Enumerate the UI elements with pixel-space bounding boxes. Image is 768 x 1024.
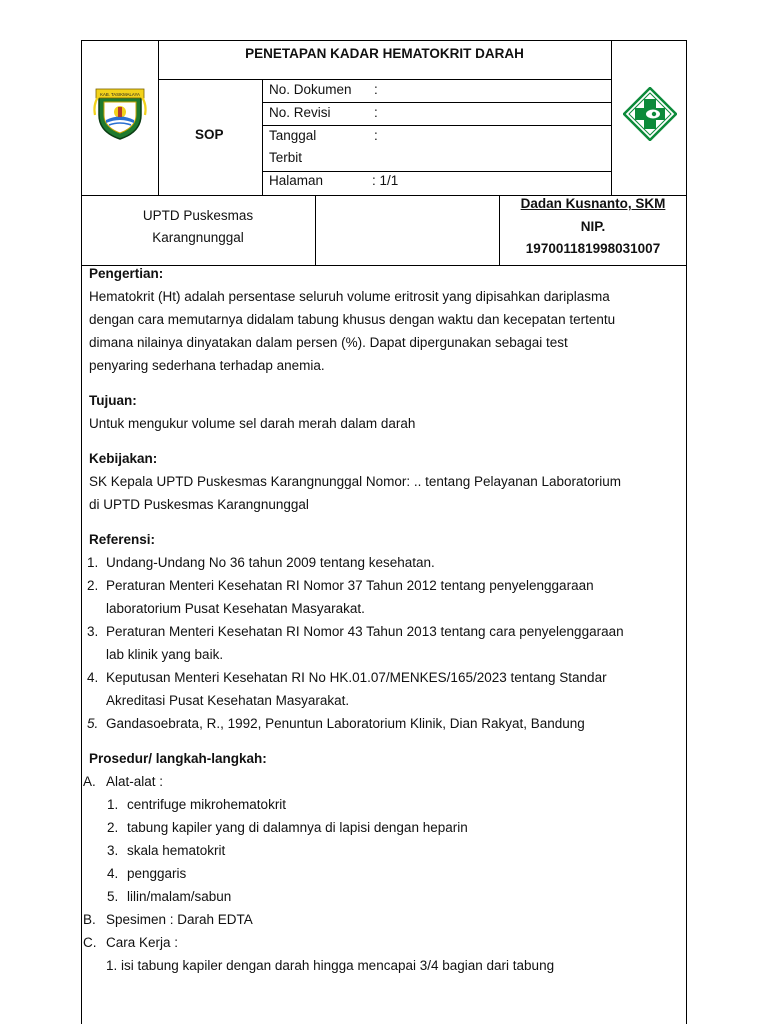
prosedur-item-a xyxy=(83,770,680,793)
alat-text: tabung kapiler yang di dalamnya di lapisi dengan heparin xyxy=(127,820,468,835)
section-title-pengertian: Pengertian: xyxy=(89,266,164,281)
reference-line: lab klinik yang baik. xyxy=(106,647,224,662)
alat-number: 5. xyxy=(107,889,119,904)
alat-item xyxy=(89,816,680,839)
cara-kerja-step: 1. isi tabung kapiler dengan darah hingga mencapai 3/4 bagian dari tabung xyxy=(106,958,555,973)
puskesmas-logo-icon xyxy=(623,87,677,141)
field-value-halaman: : 1/1 xyxy=(372,173,399,188)
section-title-tujuan: Tujuan: xyxy=(89,393,137,408)
field-divider-1 xyxy=(262,102,611,103)
section-kebijakan xyxy=(89,447,680,516)
pengertian-line-2: dengan cara memutarnya didalam tabung khusus dengan waktu dan kecepatan tertentu xyxy=(89,312,616,327)
item-letter: C. xyxy=(83,935,97,950)
org-name-line2: Karangnunggal xyxy=(152,230,244,245)
table-border-right xyxy=(686,40,687,1024)
pengertian-line-4: penyaring sederhana terhadap anemia. xyxy=(89,358,325,373)
document-body xyxy=(83,262,680,977)
section-title-referensi: Referensi: xyxy=(89,532,156,547)
field-divider-3 xyxy=(262,171,611,172)
field-label-tanggal: Tanggal xyxy=(269,128,317,143)
alat-item xyxy=(89,885,680,908)
org-column-divider xyxy=(315,195,316,265)
pengertian-line-3: dimana nilainya dinyatakan dalam persen (%). Dapat dipergunakan sebagai test xyxy=(89,335,568,350)
reference-number: 1. xyxy=(87,555,99,570)
reference-number: 4. xyxy=(87,670,99,685)
table-border-left xyxy=(81,40,82,1024)
item-letter: B. xyxy=(83,912,96,927)
signer-nip: 197001181998031007 xyxy=(525,241,661,256)
reference-line: Gandasoebrata, R., 1992, Penuntun Laboratorium Klinik, Dian Rakyat, Bandung xyxy=(106,716,585,731)
tujuan-text: Untuk mengukur volume sel darah merah dalam darah xyxy=(89,416,416,431)
alat-number: 4. xyxy=(107,866,119,881)
signer-nip-label: NIP. xyxy=(580,219,606,234)
field-value-no-dokumen: : xyxy=(374,82,378,97)
item-label: Cara Kerja : xyxy=(106,935,179,950)
section-pengertian xyxy=(89,262,680,377)
pengertian-line-1: Hematokrit (Ht) adalah persentase seluruh volume eritrosit yang dipisahkan dariplasma xyxy=(89,289,610,304)
reference-line: Peraturan Menteri Kesehatan RI Nomor 43 Tahun 2013 tentang cara penyelenggaraan xyxy=(106,624,624,639)
reference-line: Keputusan Menteri Kesehatan RI No HK.01.07/MENKES/165/2023 tentang Standar xyxy=(106,670,607,685)
sop-column-divider xyxy=(262,79,263,195)
section-title-prosedur: Prosedur/ langkah-langkah: xyxy=(89,751,267,766)
field-label-no-dokumen: No. Dokumen xyxy=(269,82,352,97)
kebijakan-line-2: di UPTD Puskesmas Karangnunggal xyxy=(89,497,309,512)
section-title-kebijakan: Kebijakan: xyxy=(89,451,158,466)
reference-line: Akreditasi Pusat Kesehatan Masyarakat. xyxy=(106,693,350,708)
signer-name: Dadan Kusnanto, SKM xyxy=(520,196,666,211)
reference-number: 2. xyxy=(87,578,99,593)
field-label-terbit: Terbit xyxy=(269,150,303,165)
kebijakan-line-1: SK Kepala UPTD Puskesmas Karangnunggal Nomor: .. tentang Pelayanan Laboratorium xyxy=(89,474,622,489)
reference-line: Peraturan Menteri Kesehatan RI Nomor 37 Tahun 2012 tentang penyelenggaraan xyxy=(106,578,594,593)
reference-list xyxy=(89,551,680,735)
logo-column-divider xyxy=(158,40,159,195)
document-title: PENETAPAN KADAR HEMATOKRIT DARAH xyxy=(245,46,524,61)
section-tujuan xyxy=(89,389,680,435)
reference-item xyxy=(89,666,680,712)
title-row-divider xyxy=(158,79,611,80)
alat-number: 2. xyxy=(107,820,119,835)
alat-item xyxy=(89,839,680,862)
section-referensi xyxy=(89,528,680,735)
alat-number: 1. xyxy=(107,797,119,812)
reference-number: 5. xyxy=(87,716,99,731)
right-logo-column-divider xyxy=(611,40,612,195)
alat-item xyxy=(89,862,680,885)
reference-item xyxy=(89,712,680,735)
field-value-tanggal: : xyxy=(374,128,378,143)
reference-line: Undang-Undang No 36 tahun 2009 tentang kesehatan. xyxy=(106,555,435,570)
svg-text:KAB. TASIKMALAYA: KAB. TASIKMALAYA xyxy=(100,92,140,97)
prosedur-item-c xyxy=(83,931,680,954)
alat-item xyxy=(89,793,680,816)
kabupaten-logo-icon xyxy=(91,85,149,143)
item-label: Spesimen : Darah EDTA xyxy=(106,912,253,927)
reference-item xyxy=(89,551,680,574)
field-value-no-revisi: : xyxy=(374,105,378,120)
reference-item xyxy=(89,620,680,666)
reference-item xyxy=(89,574,680,620)
org-name-line1: UPTD Puskesmas xyxy=(142,208,254,223)
alat-text: centrifuge mikrohematokrit xyxy=(127,797,287,812)
field-divider-2 xyxy=(262,125,611,126)
prosedur-item-b xyxy=(83,908,680,931)
alat-text: lilin/malam/sabun xyxy=(127,889,232,904)
field-label-halaman: Halaman xyxy=(269,173,324,188)
sop-label: SOP xyxy=(195,127,224,142)
alat-text: penggaris xyxy=(127,866,187,881)
alat-number: 3. xyxy=(107,843,119,858)
section-prosedur xyxy=(83,747,680,977)
item-letter: A. xyxy=(83,774,96,789)
reference-number: 3. xyxy=(87,624,99,639)
alat-text: skala hematokrit xyxy=(127,843,226,858)
item-label: Alat-alat : xyxy=(106,774,164,789)
reference-line: laboratorium Pusat Kesehatan Masyarakat. xyxy=(106,601,365,616)
field-label-no-revisi: No. Revisi xyxy=(269,105,331,120)
table-border-top xyxy=(81,40,687,41)
